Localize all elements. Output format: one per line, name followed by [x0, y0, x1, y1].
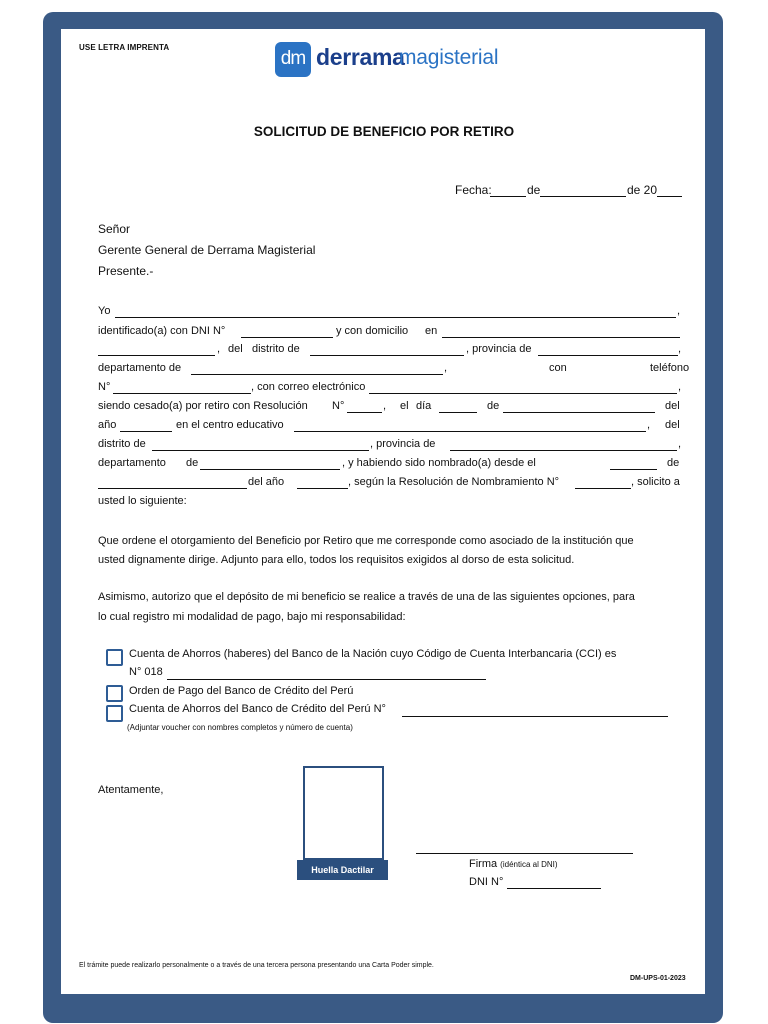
option-bcp-orden-checkbox[interactable]	[106, 685, 123, 702]
departamento-2-field[interactable]	[200, 469, 340, 470]
provincia-label: , provincia de	[466, 343, 532, 355]
comma-8: ,	[678, 438, 682, 450]
option-bcp-cuenta-label: Cuenta de Ahorros del Banco de Crédito del Perú N°	[129, 703, 386, 715]
anio-field[interactable]	[120, 431, 172, 432]
logo-name-light: magisterial	[399, 46, 499, 69]
provincia-field[interactable]	[538, 355, 678, 356]
centro-field[interactable]	[294, 431, 646, 432]
cesado-label: siendo cesado(a) por retiro con Resolución	[98, 400, 308, 412]
cci-field[interactable]	[167, 679, 486, 680]
de-3-label: de	[667, 457, 680, 469]
nombrado-dia-field[interactable]	[610, 469, 657, 470]
habiendo-label: , y habiendo sido nombrado(a) desde el	[342, 457, 536, 469]
nombramiento-field[interactable]	[575, 488, 631, 489]
mes-field[interactable]	[503, 412, 655, 413]
date-de1: de	[527, 183, 541, 197]
dni-field[interactable]	[241, 337, 333, 338]
departamento-label: departamento de	[98, 362, 182, 374]
el-label: el	[400, 400, 409, 412]
salutation-line1: Señor	[98, 222, 131, 236]
nombrado-mes-field[interactable]	[98, 488, 247, 489]
logo-mark: dm	[275, 42, 311, 77]
paragraph2-line1: Asimismo, autorizo que el depósito de mi beneficio se realice a través de una de las siguientes opciones, para	[98, 591, 635, 603]
domicilio-field-2[interactable]	[98, 355, 215, 356]
date-month-field[interactable]	[540, 196, 626, 197]
comma-5: ,	[678, 381, 682, 393]
paragraph2-line2: lo cual registro mi modalidad de pago, bajo mi responsabilidad:	[98, 611, 406, 623]
nombrado-anio-field[interactable]	[297, 488, 348, 489]
resolucion-field[interactable]	[347, 412, 382, 413]
date-de2: de 20	[627, 183, 658, 197]
date-year-field[interactable]	[657, 196, 682, 197]
de-label: de	[487, 400, 500, 412]
comma-4: ,	[444, 362, 448, 374]
fingerprint-box	[303, 766, 384, 860]
date-label: Fecha:	[455, 183, 492, 197]
comma-2: ,	[217, 343, 221, 355]
en-label: en	[425, 325, 438, 337]
date-day-field[interactable]	[490, 196, 526, 197]
option-bcp-cuenta-note: (Adjuntar voucher con nombres completos y número de cuenta)	[127, 723, 353, 732]
distrito-field[interactable]	[310, 355, 464, 356]
centro-label: en el centro educativo	[176, 419, 284, 431]
comma: ,	[677, 305, 681, 317]
option-bn-cci-checkbox[interactable]	[106, 649, 123, 666]
comma-3: ,	[678, 343, 682, 355]
departamento-2-label: departamento	[98, 457, 166, 469]
de-2-label: de	[186, 457, 199, 469]
anio-label: año	[98, 419, 117, 431]
provincia-2-field[interactable]	[450, 450, 677, 451]
bcp-cuenta-field[interactable]	[402, 716, 668, 717]
segun-label: , según la Resolución de Nombramiento N°	[348, 476, 560, 488]
option-bcp-orden-label: Orden de Pago del Banco de Crédito del Perú	[129, 685, 354, 697]
comma-6: ,	[383, 400, 387, 412]
provincia-2-label: , provincia de	[370, 438, 436, 450]
firma-label: Firma (idéntica al DNI)	[469, 858, 558, 870]
paragraph1-line1: Que ordene el otorgamiento del Beneficio por Retiro que me corresponde como asociado de la institución que	[98, 535, 634, 547]
email-field[interactable]	[369, 393, 677, 394]
page-title: SOLICITUD DE BENEFICIO POR RETIRO	[253, 124, 515, 139]
closing-text: Atentamente,	[98, 784, 164, 796]
telefono-label: teléfono	[650, 362, 690, 374]
departamento-field[interactable]	[191, 374, 443, 375]
dni-label: identificado(a) con DNI N°	[98, 325, 226, 337]
del-anio-label: del año	[248, 476, 285, 488]
del-label: del	[228, 343, 243, 355]
n-deg-2-label: N°	[332, 400, 345, 412]
del-2-label: del	[665, 400, 680, 412]
signature-dni-label: DNI N°	[469, 876, 504, 888]
form-code: DM-UPS-01-2023	[630, 975, 686, 982]
con-label: con	[549, 362, 567, 374]
comma-7: ,	[647, 419, 651, 431]
distrito-2-label: distrito de	[98, 438, 146, 450]
salutation-line3: Presente.-	[98, 264, 154, 278]
domicilio-label: y con domicilio	[336, 325, 409, 337]
correo-label: , con correo electrónico	[251, 381, 366, 393]
n-deg-label: N°	[98, 381, 111, 393]
fingerprint-label: Huella Dactilar	[297, 860, 388, 880]
use-caps-note: USE LETRA IMPRENTA	[79, 43, 170, 52]
solicito-label: , solicito a	[631, 476, 680, 488]
del-3-label: del	[665, 419, 680, 431]
yo-label: Yo	[98, 305, 111, 317]
option-bn-cci-label: Cuenta de Ahorros (haberes) del Banco de la Nación cuyo Código de Cuenta Interbancaria (CCI) es	[129, 648, 617, 660]
paragraph1-line2: usted dignamente dirige. Adjunto para ello, todos los requisitos exigidos al dorso de esta solicitud.	[98, 554, 575, 566]
salutation-line2: Gerente General de Derrama Magisterial	[98, 243, 316, 257]
footer-note: El trámite puede realizarlo personalmente o a través de una tercera persona presentando una Carta Poder simple.	[79, 962, 434, 969]
distrito-label: distrito de	[252, 343, 300, 355]
usted-label: usted lo siguiente:	[98, 495, 187, 507]
dia-field[interactable]	[439, 412, 477, 413]
signature-line[interactable]	[416, 853, 633, 854]
dia-label: día	[416, 400, 432, 412]
domicilio-field[interactable]	[442, 337, 680, 338]
option-bn-cci-n018: N° 018	[129, 666, 163, 678]
signature-dni-field[interactable]	[507, 888, 601, 889]
option-bcp-cuenta-checkbox[interactable]	[106, 705, 123, 722]
distrito-2-field[interactable]	[152, 450, 369, 451]
name-field[interactable]	[115, 317, 676, 318]
phone-field[interactable]	[113, 393, 251, 394]
logo-name-bold: derrama	[316, 44, 405, 70]
